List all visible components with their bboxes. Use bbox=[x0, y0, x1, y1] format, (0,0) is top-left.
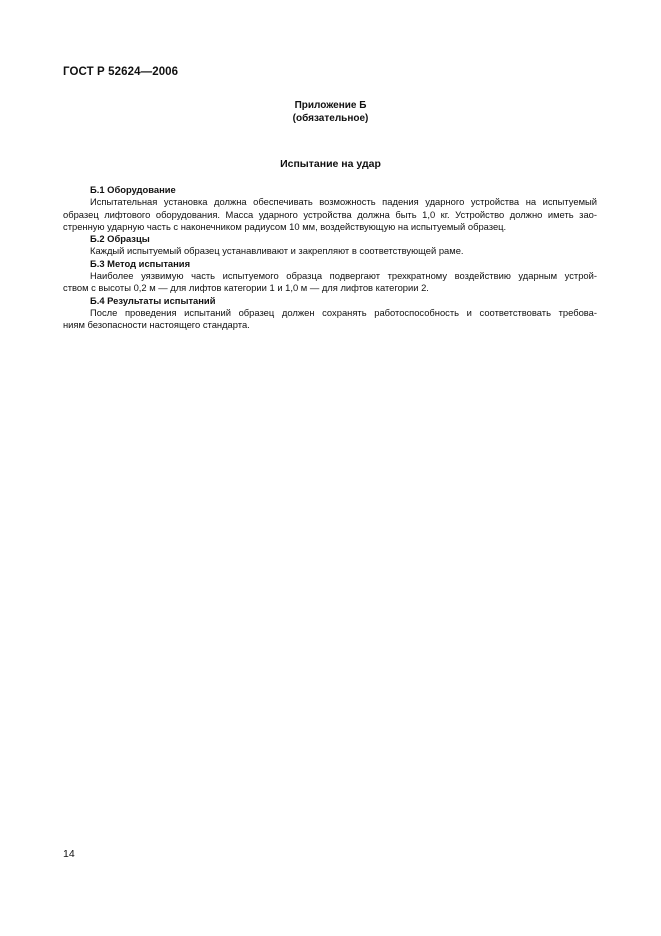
section-b3 bbox=[63, 258, 597, 295]
standard-code-header: ГОСТ Р 52624—2006 bbox=[63, 66, 179, 78]
section-heading: Б.4 Результаты испытаний bbox=[90, 294, 216, 306]
appendix-title: Приложение Б bbox=[294, 100, 367, 111]
paragraph-line: Испытательная установка должна обеспечивать возможность падения ударного устройства на испытуемый bbox=[90, 196, 597, 208]
appendix-block bbox=[0, 100, 661, 125]
section-b4 bbox=[63, 295, 597, 332]
document-body bbox=[63, 184, 597, 332]
section-heading: Б.3 Метод испытания bbox=[90, 257, 191, 269]
document-title: Испытание на удар bbox=[280, 158, 381, 170]
section-heading: Б.1 Оборудование bbox=[90, 184, 176, 195]
paragraph-line: После проведения испытаний образец должен сохранять работоспособность и соответствовать требова- bbox=[90, 306, 597, 318]
paragraph-line: ством с высоты 0,2 м — для лифтов категории 1 и 1,0 м — для лифтов категории 2. bbox=[63, 282, 429, 294]
paragraph-line: стренную ударную часть с наконечником радиусом 10 мм, воздействующую на испытуемый образец. bbox=[63, 220, 507, 232]
section-b1 bbox=[63, 184, 597, 233]
paragraph-line: Каждый испытуемый образец устанавливают и закрепляют в соответствующей раме. bbox=[90, 245, 464, 257]
section-heading: Б.2 Образцы bbox=[90, 233, 150, 245]
page-number: 14 bbox=[63, 848, 75, 860]
section-b2 bbox=[63, 233, 597, 258]
paragraph-line: образец лифтового оборудования. Масса ударного устройства должна быть 1,0 кг. Устройство должно иметь зао- bbox=[63, 208, 597, 220]
paragraph-line: Наиболее уязвимую часть испытуемого образца подвергают трехкратному воздействию ударным устрой- bbox=[90, 270, 597, 282]
appendix-status: (обязательное) bbox=[292, 112, 369, 124]
paragraph-line: ниям безопасности настоящего стандарта. bbox=[63, 319, 250, 331]
